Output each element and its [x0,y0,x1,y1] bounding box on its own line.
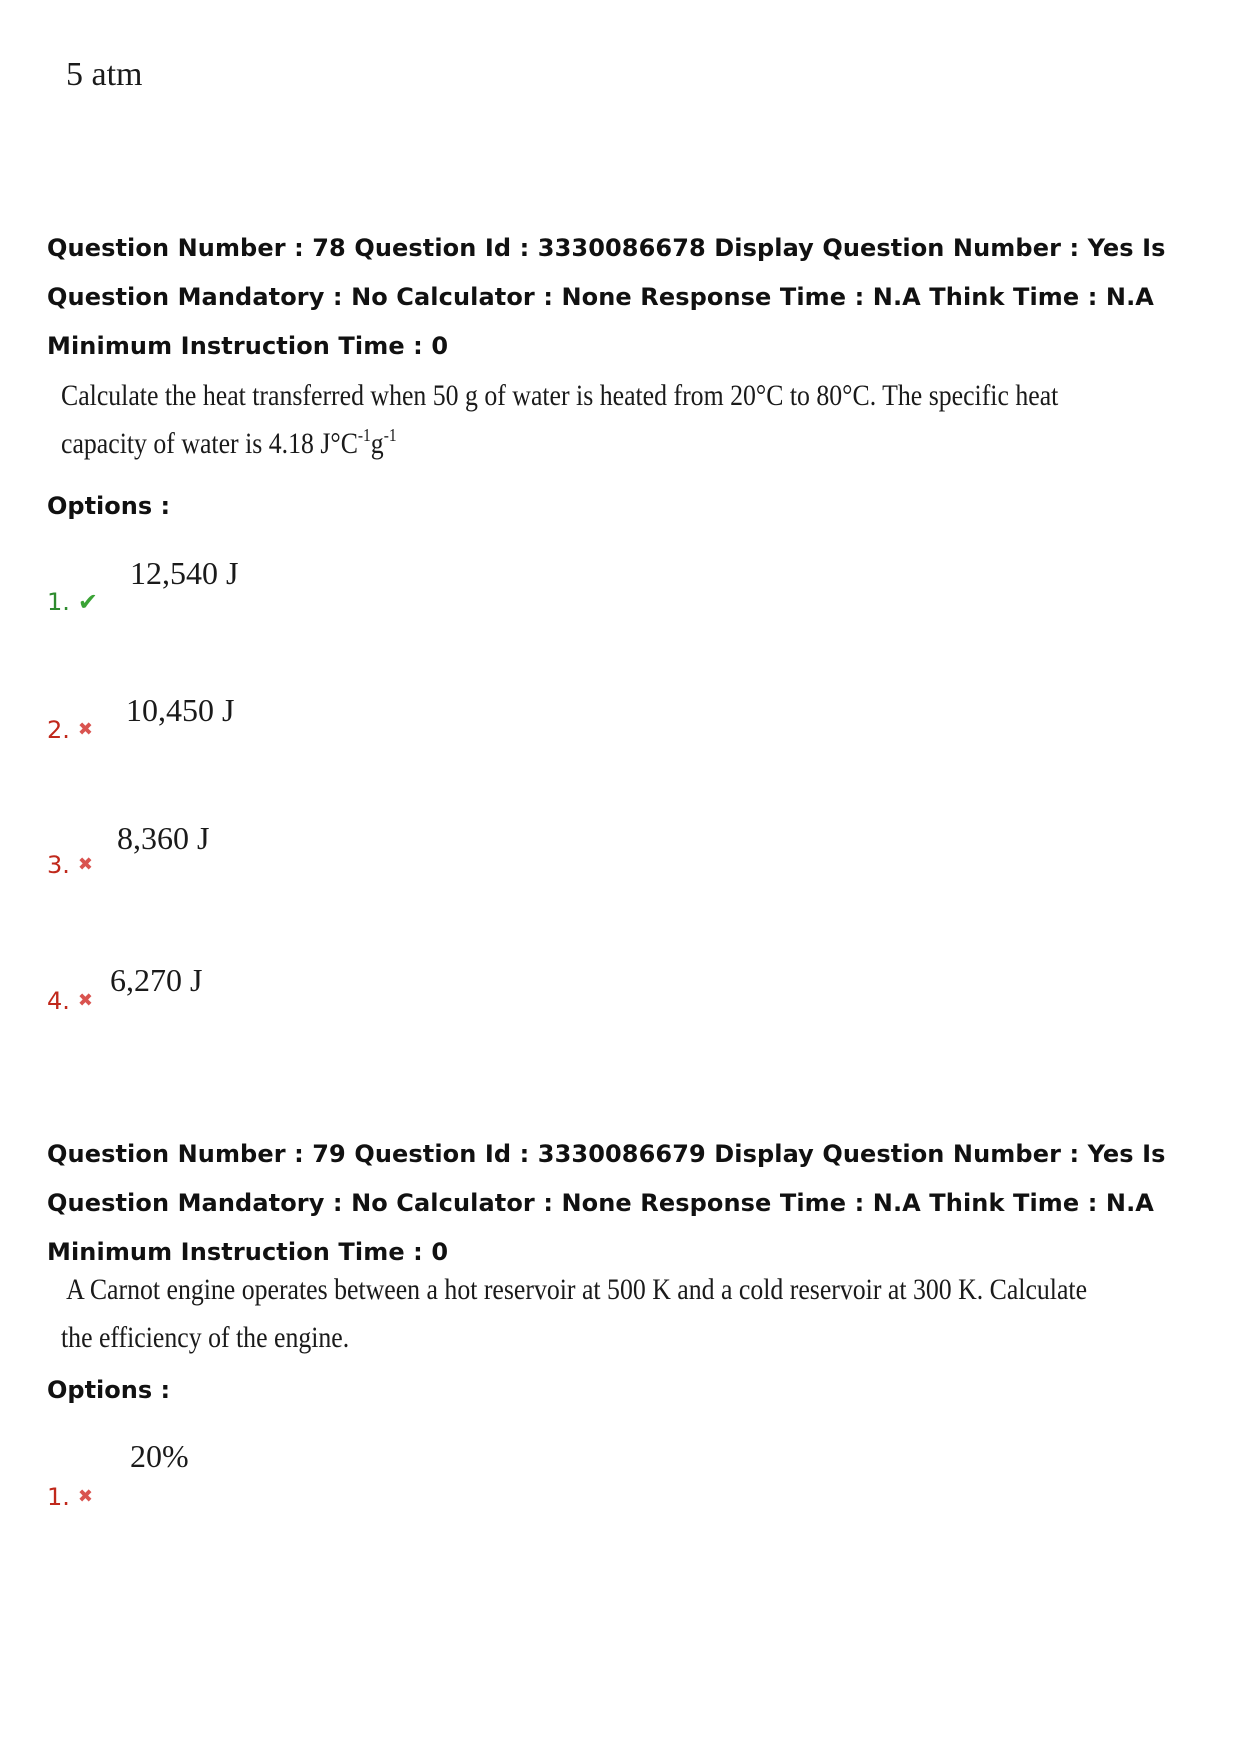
option-number: 1. ✖ [47,1483,93,1511]
option-value[interactable]: 12,540 J [130,555,239,591]
question-79-text-line1: A Carnot engine operates between a hot reservoir at 500 K and a cold reservoir at 300 K. Calculate [66,1273,1088,1306]
question-78-text-line2: capacity of water is 4.18 $J^\circ C^{-1}g^{-1}$ [61,425,397,460]
cross-icon: ✖ [77,990,93,1011]
option-number: 3. ✖ [47,851,93,879]
question-79-text-line2: the efficiency of the engine. [61,1321,350,1354]
option-number: 1. ✔ [47,588,99,616]
question-78-text-line1: Calculate the heat transferred when 50 g of water is heated from 20°C to 80°C. The specific heat [61,379,1059,412]
options-label: Options : [47,492,171,520]
question-78-text [61,372,1058,468]
cross-icon: ✖ [77,854,93,875]
cross-icon: ✖ [77,1486,93,1507]
options-label: Options : [47,1376,171,1404]
option-value[interactable]: 10,450 J [126,692,235,728]
check-icon: ✔ [77,588,99,616]
question-78-header: Question Number : 78 Question Id : 3330086678 Display Question Number : Yes Is Question Mandatory : No Calculator : None Response Time : N.A Think Time : N.A Minimum Instruction Time : 0 [47,234,1166,360]
option-value[interactable]: 8,360 J [117,820,210,856]
cross-icon: ✖ [77,719,93,740]
question-79-header: Question Number : 79 Question Id : 3330086679 Display Question Number : Yes Is Question Mandatory : No Calculator : None Response Time : N.A Think Time : N.A Minimum Instruction Time : 0 [47,1140,1166,1266]
option-number: 4. ✖ [47,987,93,1015]
option-value[interactable]: 6,270 J [110,962,203,998]
option-number: 2. ✖ [47,716,93,744]
previous-answer: 5 atm [66,56,143,93]
option-value[interactable]: 20% [130,1438,189,1474]
question-79-text [61,1266,1087,1362]
